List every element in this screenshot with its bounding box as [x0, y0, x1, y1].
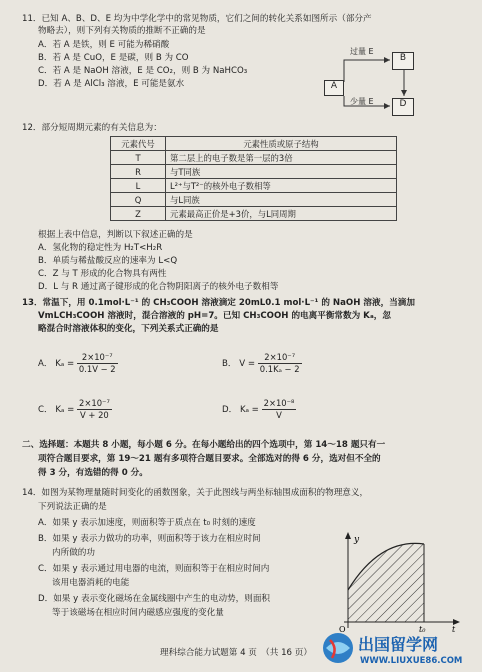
q11-option-c: C．若 A 是 NaOH 溶液，E 是 CO₂，则 B 为 NaHCO₃	[38, 66, 248, 76]
table-header-desc: 元素性质或原子结构	[166, 137, 397, 151]
table-cell-desc: 第二层上的电子数是第一层的3倍	[166, 151, 397, 165]
fraction	[262, 398, 297, 421]
table-cell-desc: L²⁺与T²⁻的核外电子数相等	[166, 179, 397, 193]
watermark-logo	[318, 626, 482, 668]
q12-after: 根据上表中信息，判断以下叙述正确的是	[38, 230, 193, 240]
q14-option-d-2: 等于该磁场在相应时间内磁感应强度的变化量	[52, 608, 224, 618]
globe-icon	[318, 626, 482, 668]
q11-option-d: D．若 A 是 AlCl₃ 溶液，E 可能是氨水	[38, 79, 185, 89]
q13-option-c	[38, 398, 112, 421]
table-header-row	[111, 137, 397, 151]
option-letter: A．	[38, 359, 53, 369]
table-cell-code: L	[111, 179, 166, 193]
table-cell-desc: 与L同族	[166, 193, 397, 207]
numerator: 2×10⁻⁸	[263, 398, 295, 408]
numerator: 2×10⁻⁷	[258, 352, 302, 364]
q13-line-1: 13．常温下，用 0.1mol·L⁻¹ 的 CH₃COOH 溶液滴定 20mL0.1 mol·L⁻¹ 的 NaOH 溶液，当滴加	[22, 298, 415, 308]
q11-label-excess: 过量 E	[350, 47, 374, 56]
table-cell-desc: 与T同族	[166, 165, 397, 179]
q11-stem-1: 11．已知 A、B、D、E 均为中学化学中的常见物质，它们之间的转化关系如图所示（部分产	[22, 14, 372, 24]
table-cell-code: Q	[111, 193, 166, 207]
q11-box-a: A	[324, 80, 344, 96]
page-footer: 理科综合能力试题第 4 页 （共 16 页）	[160, 648, 312, 658]
y-axis-arrow	[345, 532, 351, 539]
table-cell-code: Z	[111, 207, 166, 221]
fraction	[258, 352, 302, 375]
q14-line-2: 下列说法正确的是	[38, 502, 107, 512]
q14-graph	[338, 530, 468, 634]
option-letter: C．	[38, 405, 53, 415]
q12-element-table	[110, 136, 397, 221]
table-row	[111, 207, 397, 221]
table-row	[111, 151, 397, 165]
q14-option-a: A．如果 y 表示加速度，则面积等于质点在 t₀ 时刻的速度	[38, 518, 256, 528]
q11-label-little: 少量 E	[350, 97, 374, 106]
table-row	[111, 179, 397, 193]
q12-option-b: B．单质与稀盐酸反应的速率为 L<Q	[38, 256, 178, 266]
q13-option-d	[222, 398, 296, 421]
q14-line-1: 14．如图为某物理量随时间变化的函数图象，关于此图线与两坐标轴围成面积的物理意义，	[22, 488, 369, 498]
denominator: 0.1V − 2	[78, 364, 116, 374]
table-row	[111, 193, 397, 207]
q13-line-3: 略混合时溶液体积的变化，下列关系式正确的是	[38, 324, 219, 334]
table-cell-code: R	[111, 165, 166, 179]
q12-stem: 12．部分短周期元素的有关信息为：	[22, 123, 162, 133]
option-letter: D．	[222, 405, 238, 415]
q12-option-c: C．Z 与 T 形成的化合物具有两性	[38, 269, 167, 279]
fraction	[77, 398, 112, 421]
watermark-cn: 出国留学网	[358, 635, 439, 654]
shaded-area	[348, 538, 428, 624]
formula-lhs: Kₐ =	[239, 405, 259, 415]
numerator: 2×10⁻⁷	[79, 398, 110, 408]
origin-label: O	[339, 625, 346, 634]
denominator: V + 20	[80, 410, 109, 420]
q11-box-b: B	[392, 52, 414, 70]
q14-option-c-1: C．如果 y 表示通过用电器的电流，则面积等于在相应时间内	[38, 564, 270, 574]
section2-line-2: 项符合题目要求，第 19～21 题有多项符合题目要求。全部选对的得 6 分，选对但不全的	[38, 454, 381, 464]
q14-option-b-1: B．如果 y 表示力做功的功率，则面积等于该力在相应时间	[38, 534, 261, 544]
formula-lhs: V =	[239, 359, 256, 369]
q14-option-d-1: D．如果 y 表示变化磁场在金属线圈中产生的电动势，则面积	[38, 594, 271, 604]
table-cell-code: T	[111, 151, 166, 165]
option-letter: B．	[222, 359, 237, 369]
section2-line-1: 二、选择题：本题共 8 小题，每小题 6 分。在每小题给出的四个选项中，第 14～18 题只有一	[22, 440, 386, 450]
section2-line-3: 得 3 分，有选错的得 0 分。	[38, 468, 148, 478]
q12-option-a: A．氢化物的稳定性为 H₂T<H₂R	[38, 243, 163, 253]
q11-box-d: D	[392, 98, 414, 116]
formula-lhs: Kₐ =	[55, 359, 75, 369]
table-cell-desc: 元素最高正价是+3价，与L同周期	[166, 207, 397, 221]
formula-lhs: Kₐ =	[55, 405, 75, 415]
q14-option-c-2: 该用电器消耗的电能	[52, 578, 130, 588]
q11-stem-2: 物略去），则下列有关物质的推断不正确的是	[38, 26, 206, 36]
watermark-url: WWW.LIUXUE86.COM	[360, 656, 463, 666]
t-label: t	[452, 625, 456, 634]
q13-option-b	[222, 352, 302, 375]
q11-option-a: A．若 A 是铁，则 E 可能为稀硝酸	[38, 40, 170, 50]
t0-label: t₀	[419, 625, 426, 634]
q12-option-d: D．L 与 R 通过离子键形成的化合物阴阳离子的核外电子数相等	[38, 282, 279, 292]
fraction	[77, 352, 118, 375]
denominator: 0.1Kₐ − 2	[259, 364, 300, 374]
table-header-code: 元素代号	[111, 137, 166, 151]
numerator: 2×10⁻⁷	[77, 352, 118, 364]
q11-option-b: B．若 A 是 CuO，E 是碳，则 B 为 CO	[38, 53, 189, 63]
y-label: y	[354, 535, 360, 545]
q14-option-b-2: 内所做的功	[52, 548, 95, 558]
denominator: V	[276, 410, 282, 420]
table-row	[111, 165, 397, 179]
q13-line-2: VmLCH₃COOH 溶液时，混合溶液的 pH=7。已知 CH₃COOH 的电离平衡常数为 Kₐ，忽	[38, 311, 391, 321]
q13-option-a	[38, 352, 118, 375]
